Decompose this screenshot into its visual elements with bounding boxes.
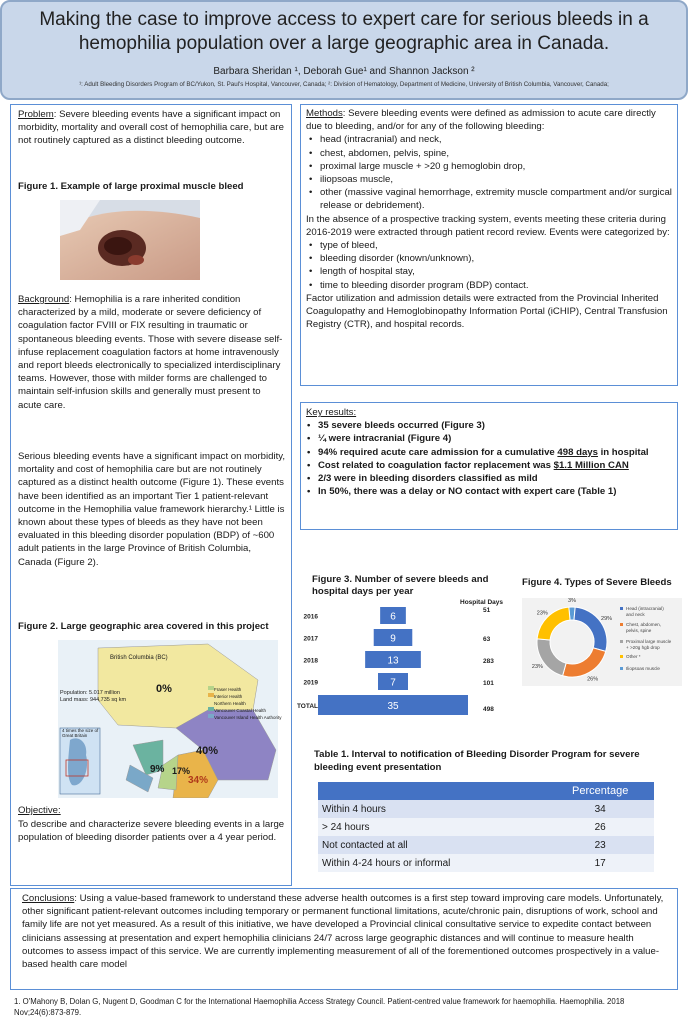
- key-result-item: • 35 severe bleeds occurred (Figure 3): [318, 419, 674, 432]
- chart-hospital-days: 498: [483, 706, 494, 713]
- methods-bullet: • proximal large muscle + >20 g hemoglobin drop,: [320, 160, 674, 173]
- key-result-text: 94% required acute care admission for a cumulative: [318, 446, 558, 458]
- map-legend: [214, 686, 281, 721]
- donut-legend-label: Proximal large muscle: [626, 639, 672, 644]
- figure3-bar-chart: [292, 604, 512, 718]
- table-cell: 26: [594, 821, 606, 833]
- figure2-title: Figure 2. Large geographic area covered in this project: [18, 621, 269, 632]
- key-result-item: • 2/3 were in bleeding disorders classified as mild: [318, 472, 674, 485]
- background-label: Background: [18, 294, 70, 305]
- methods-category: • bleeding disorder (known/unknown),: [320, 252, 674, 265]
- chart-hospital-days: 283: [483, 658, 494, 665]
- methods-category: • time to bleeding disorder program (BDP) contact.: [320, 279, 674, 292]
- methods-category: • length of hospital stay,: [320, 265, 674, 278]
- conclusions-section: [22, 892, 668, 971]
- chart-category-label: 2016: [303, 613, 318, 621]
- table-header-cell: Percentage: [572, 785, 629, 797]
- table-cell: 17: [594, 857, 606, 869]
- key-result-item: • ¼ were intracranial (Figure 4): [318, 432, 674, 445]
- map-inset-label: 4 times the size of Great Britain: [62, 728, 99, 738]
- map-pct-interior: 34%: [188, 775, 209, 786]
- table-row: [318, 800, 654, 818]
- authors: Barbara Sheridan ¹, Deborah Gue¹ and Shannon Jackson ²: [213, 66, 475, 77]
- figure3-title: Figure 3. Number of severe bleeds and hospital days per year: [312, 574, 489, 597]
- figure4-title: Figure 4. Types of Severe Bleeds: [522, 577, 672, 588]
- chart-bar-value: 9: [390, 633, 396, 645]
- donut-legend-swatch: [620, 655, 623, 658]
- donut-percent-label: 23%: [536, 610, 548, 617]
- key-result-item: • In 50%, there was a delay or NO contact with expert care (Table 1): [318, 485, 674, 498]
- background-text: : Hemophilia is a rare inherited condition characterized by a mild, moderate or severe deficiency of coagulation factor FVIII or FIX resulting in traumatic or spontaneous bleeding events. Those with severe disease self-infuse replacement coagulation factors at home intravenously and report bleeds electronically to specialized interdisciplinary teams. However, those with milder forms are challenged to maintain self-infusion skills and generally must present to acute care.: [18, 294, 283, 411]
- methods-bullet: • head (intracranial) and neck,: [320, 133, 674, 146]
- map-population: [60, 690, 126, 704]
- map-pct-fraser: 17%: [172, 766, 191, 776]
- map-pct-east: 40%: [196, 745, 219, 757]
- donut-legend-label: Chest, abdomen,: [626, 622, 661, 627]
- methods-middle: In the absence of a prospective tracking system, events meeting these criteria during 2016-2019 were extracted through patient record review. Events were categorized by:: [306, 213, 670, 238]
- chart-bar-value: 6: [390, 611, 396, 623]
- donut-slice: [537, 639, 566, 676]
- affiliations: ¹: Adult Bleeding Disorders Program of BC/Yukon, St. Paul's Hospital, Vancouver, Canada; ²: Division of Hematology, Department of Medicine, University of British Columbia, Vancouver, Canada;: [79, 81, 609, 88]
- problem-text: : Severe bleeding events have a significant impact on morbidity, mortality and overall cost of hemophilia care, but are not routinely captured as a distinct bleeding outcome.: [18, 109, 284, 147]
- conclusions-text: : Using a value-based framework to understand these adverse health outcomes is a first step toward improving care models. Unfortunately, other significant patient-relevant outcomes including temporary or permanent functional limitations, acute/chronic pain, disruptions of work, school and family life are not yet measured. As a result of this initiative, we have developed a Provincial clinical consultative service to expedite contact between clinicians assessing at presentation and expert hemophilia clinicians 24/7 across large geographic distances and will continue to measure health outcomes to assess impact of this service. We are currently implementing measurement of all of the forementioned outcomes prospectively in a value-based health care model: [22, 893, 664, 971]
- reference: 1. O'Mahony B, Dolan G, Nugent D, Goodman C for the International Haemophilia Access Strategy Council. Patient-centred value framework for haemophilia. Haemophilia. 2018 Nov;24(6):873-879.: [14, 997, 625, 1017]
- methods-bullet: • iliopsoas muscle,: [320, 173, 674, 186]
- key-result-text: in hospital: [597, 446, 649, 458]
- donut-legend-label: Head (intracranial): [626, 606, 664, 611]
- map-region-label: British Columbia (BC): [110, 655, 168, 661]
- donut-slice: [563, 648, 606, 677]
- key-result-highlight: 498 days: [557, 446, 598, 458]
- donut-percent-label: 29%: [601, 616, 613, 623]
- problem-label: Problem: [18, 109, 54, 120]
- problem-section: [18, 108, 286, 148]
- table-row: [318, 836, 654, 854]
- chart-category-label: 2017: [303, 635, 318, 643]
- donut-legend-swatch: [620, 623, 623, 626]
- objective-text: To describe and characterize severe bleeding events in a large population of bleeding disorder patients over a 4 year period.: [18, 819, 285, 844]
- key-result-text: Cost related to coagulation factor replacement was: [318, 459, 554, 471]
- methods-section: [306, 107, 674, 331]
- chart-category-label: 2019: [303, 679, 318, 687]
- map-legend-item: Interior Health: [214, 694, 243, 699]
- serious-bleeds-paragraph: Serious bleeding events have a significant impact on morbidity, mortality and cost of hemophilia care but are not routinely captured as a distinct health outcome (Figure 1). These events have been identified as an important Tier 1 patient-relevant outcome in the Hemophilia value framework hierarchy.¹ Little is known about these types of bleeds as they have not been evaluated in this bleeding disorder population (BDP) of ~600 adult patients in the large Province of British Columbia, Canada (Figure 2).: [18, 451, 285, 568]
- donut-legend-label: and neck: [626, 612, 645, 617]
- methods-end: Factor utilization and admission details were extracted from the Provincial Inherited Coagulopathy and Hemoglobinopathy Information Portal (iCHIP), Central Transfusion Registry (CTR), and hospital records.: [306, 292, 668, 331]
- background-section: [18, 293, 286, 412]
- chart-bar-value: 35: [387, 701, 399, 712]
- table-row: [318, 818, 654, 836]
- donut-legend-label: + >20g hgb drop: [626, 645, 660, 650]
- map-pct-north: 0%: [156, 683, 172, 695]
- table1-title: Table 1. Interval to notification of Bleeding Disorder Program for severe bleeding event presentation: [314, 749, 640, 773]
- map-legend-item: Vancouver Island Health Authority: [214, 715, 282, 720]
- figure3-series-label: Hospital Days: [460, 599, 503, 606]
- table-cell: > 24 hours: [322, 821, 370, 833]
- chart-hospital-days: 51: [483, 607, 491, 614]
- donut-legend-swatch: [620, 607, 623, 610]
- donut-slice: [574, 607, 607, 651]
- table-cell: Within 4 hours: [322, 803, 386, 815]
- key-result-highlight: $1.1 Million CAN: [553, 459, 629, 471]
- table1: [318, 782, 654, 872]
- figure1-title: Figure 1. Example of large proximal muscle bleed: [18, 181, 244, 192]
- map-land-mass-text: Land mass: 944,735 sq km: [60, 697, 127, 703]
- methods-category: • type of bleed,: [320, 239, 674, 252]
- table-cell: Not contacted at all: [322, 839, 408, 851]
- methods-label: Methods: [306, 108, 343, 119]
- figure4-donut-chart: [522, 598, 682, 686]
- donut-percent-label: 3%: [568, 598, 576, 604]
- donut-legend-label: pelvis, spine: [626, 628, 652, 633]
- poster-title: Making the case to improve access to expert care for serious bleeds in a hemophilia population over a large geographic area in Canada.: [39, 9, 649, 54]
- figure1-bleed-photo: [60, 200, 200, 280]
- map-legend-item: Vancouver Coastal Health: [214, 708, 266, 713]
- map-legend-item: Fraser Health: [214, 687, 242, 692]
- key-results-section: [306, 406, 674, 498]
- key-results-label: Key results:: [306, 407, 357, 418]
- key-result-item: [318, 459, 674, 472]
- donut-percent-label: 26%: [587, 676, 599, 683]
- donut-legend-swatch: [620, 640, 623, 643]
- donut-legend-label: Other *: [626, 654, 641, 659]
- table-cell: 23: [594, 839, 606, 851]
- chart-bar-value: 13: [387, 655, 399, 667]
- chart-hospital-days: 63: [483, 636, 491, 643]
- map-pct-van: 9%: [150, 764, 165, 775]
- table-header-row: [318, 782, 654, 800]
- chart-hospital-days: 101: [483, 680, 494, 687]
- chart-category-label: 2018: [303, 657, 318, 665]
- methods-bullet: • chest, abdomen, pelvis, spine,: [320, 147, 674, 160]
- donut-legend-label: Iliopsoas muscle: [626, 666, 660, 671]
- objective-label: Objective:: [18, 805, 61, 816]
- chart-category-label: TOTAL: [296, 703, 318, 710]
- donut-legend-swatch: [620, 667, 623, 670]
- table-row: [318, 854, 654, 872]
- chart-bar-value: 7: [390, 677, 396, 689]
- map-population-text: Population: 5.017 million: [60, 690, 120, 696]
- table-cell: Within 4-24 hours or informal: [322, 857, 451, 869]
- methods-bullet: • other (massive vaginal hemorrhage, extremity muscle compartment and/or surgical release or debridement).: [320, 186, 674, 212]
- table-cell: 34: [594, 803, 606, 815]
- conclusions-label: Conclusions: [22, 893, 75, 904]
- map-legend-item: Northern Health: [214, 701, 246, 706]
- key-result-item: [318, 446, 674, 459]
- table-header-cell: [318, 782, 546, 800]
- donut-percent-label: 23%: [531, 663, 543, 670]
- methods-intro: : Severe bleeding events were defined as admission to acute care directly due to bleeding, and/or for any of the following bleeding:: [306, 108, 656, 133]
